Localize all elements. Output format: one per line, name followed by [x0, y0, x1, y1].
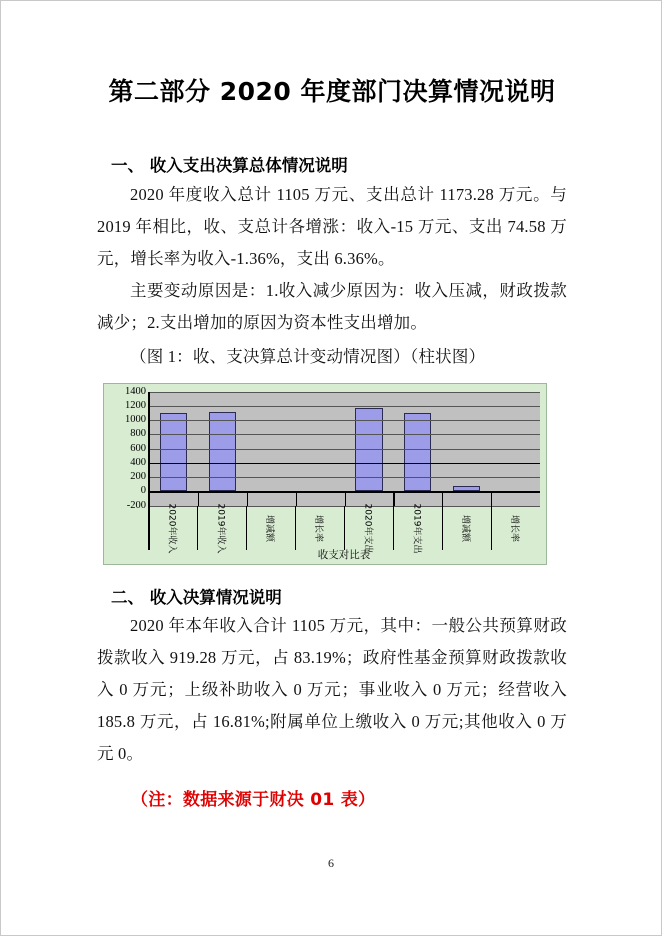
- x-axis-category: [491, 506, 540, 550]
- x-axis-category-labels: [148, 503, 540, 554]
- x-axis-category: [295, 506, 344, 550]
- source-note: （注：数据来源于财决 01 表）: [131, 790, 376, 811]
- category-tick-extension: [344, 506, 345, 550]
- bar: [404, 413, 431, 491]
- category-tick-extension: [295, 506, 296, 550]
- y-axis-tick-labels: [106, 385, 146, 511]
- page-number: 6: [328, 856, 334, 870]
- category-tick: [345, 491, 346, 505]
- y-axis-tick: 800: [130, 428, 146, 440]
- category-tick: [296, 491, 297, 505]
- category-tick: [491, 491, 492, 505]
- x-axis-title: 收支对比表: [317, 548, 371, 561]
- category-tick: [198, 491, 199, 505]
- chart-inner: [104, 384, 546, 564]
- x-axis-category: [197, 503, 246, 554]
- y-axis-tick: 1400: [125, 385, 146, 397]
- category-tick: [393, 491, 394, 505]
- category-tick: [247, 491, 248, 505]
- x-axis-category: [393, 503, 442, 554]
- section-2-paragraph-1: 2020 年本年收入合计 1105 万元，其中：一般公共预算财政拨款收入 919.28 万元，占 83.19%；政府性基金预算财政拨款收入 0 万元；上级补助收入 0 万元；事业收入 0 万元；经营收入 185.8 万元，占 16.81%;附属单位上缴收入 0 万元;其他收入 0 万元 0。: [97, 616, 567, 764]
- gridline: [149, 392, 540, 393]
- gridline: [149, 463, 540, 464]
- y-axis-tick: 0: [140, 485, 146, 497]
- x-axis-category-label: 2019年收入: [215, 503, 225, 554]
- gridline: [149, 420, 540, 421]
- chart-plot-area: [148, 392, 540, 506]
- bar: [160, 413, 187, 492]
- category-tick: [442, 491, 443, 505]
- gridline: [149, 449, 540, 450]
- x-axis-category-label: 2020年收入: [166, 503, 176, 554]
- bar: [209, 412, 236, 492]
- y-axis-tick: 200: [130, 470, 146, 482]
- x-axis-category-label: 2020年支出: [362, 503, 372, 554]
- section-1-paragraph-1: 2020 年度收入总计 1105 万元、支出总计 1173.28 万元。与 2019 年相比，收、支总计各增涨：收入-15 万元、支出 74.58 万元，增长率为收入-1.36%，支出 6.36%。: [97, 184, 567, 268]
- x-axis-category: [442, 506, 491, 550]
- x-axis-category-label: 增减额: [459, 514, 470, 542]
- x-axis-category-label: 增减额: [263, 514, 274, 542]
- gridline: [149, 491, 540, 492]
- section-heading-2: 二、 收入决算情况说明: [111, 587, 282, 607]
- x-axis-category: [344, 503, 393, 554]
- y-axis-tick: -200: [126, 499, 146, 511]
- gridline: [149, 434, 540, 435]
- gridline: [149, 406, 540, 407]
- category-tick-extension: [246, 506, 247, 550]
- x-axis-category-label: 增长率: [508, 514, 519, 542]
- bar-chart: [103, 383, 547, 565]
- y-axis-tick: 600: [130, 442, 146, 454]
- y-axis-tick: 400: [130, 456, 146, 468]
- category-tick-extension: [442, 506, 443, 550]
- gridline: [149, 477, 540, 478]
- x-axis-category-label: 增长率: [312, 514, 323, 542]
- category-tick-extension: [393, 506, 394, 550]
- page-content: [97, 1, 567, 937]
- section-heading-1: 一、 收入支出决算总体情况说明: [111, 156, 348, 175]
- x-axis-category: [246, 506, 295, 550]
- category-tick-extension: [491, 506, 492, 550]
- x-axis-category: [148, 503, 197, 554]
- section-1-paragraph-2: 主要变动原因是：1.收入减少原因为：收入压减，财政拨款减少；2.支出增加的原因为资本性支出增加。: [97, 280, 567, 332]
- figure-caption: （图 1：收、支决算总计变动情况图）（柱状图）: [130, 346, 486, 366]
- category-tick-extension: [197, 506, 198, 550]
- y-axis-tick: 1200: [125, 399, 146, 411]
- x-axis-category-label: 2019年支出: [411, 503, 421, 554]
- page-title: 第二部分 2020 年度部门决算情况说明: [108, 77, 556, 106]
- y-axis-tick: 1000: [125, 413, 146, 425]
